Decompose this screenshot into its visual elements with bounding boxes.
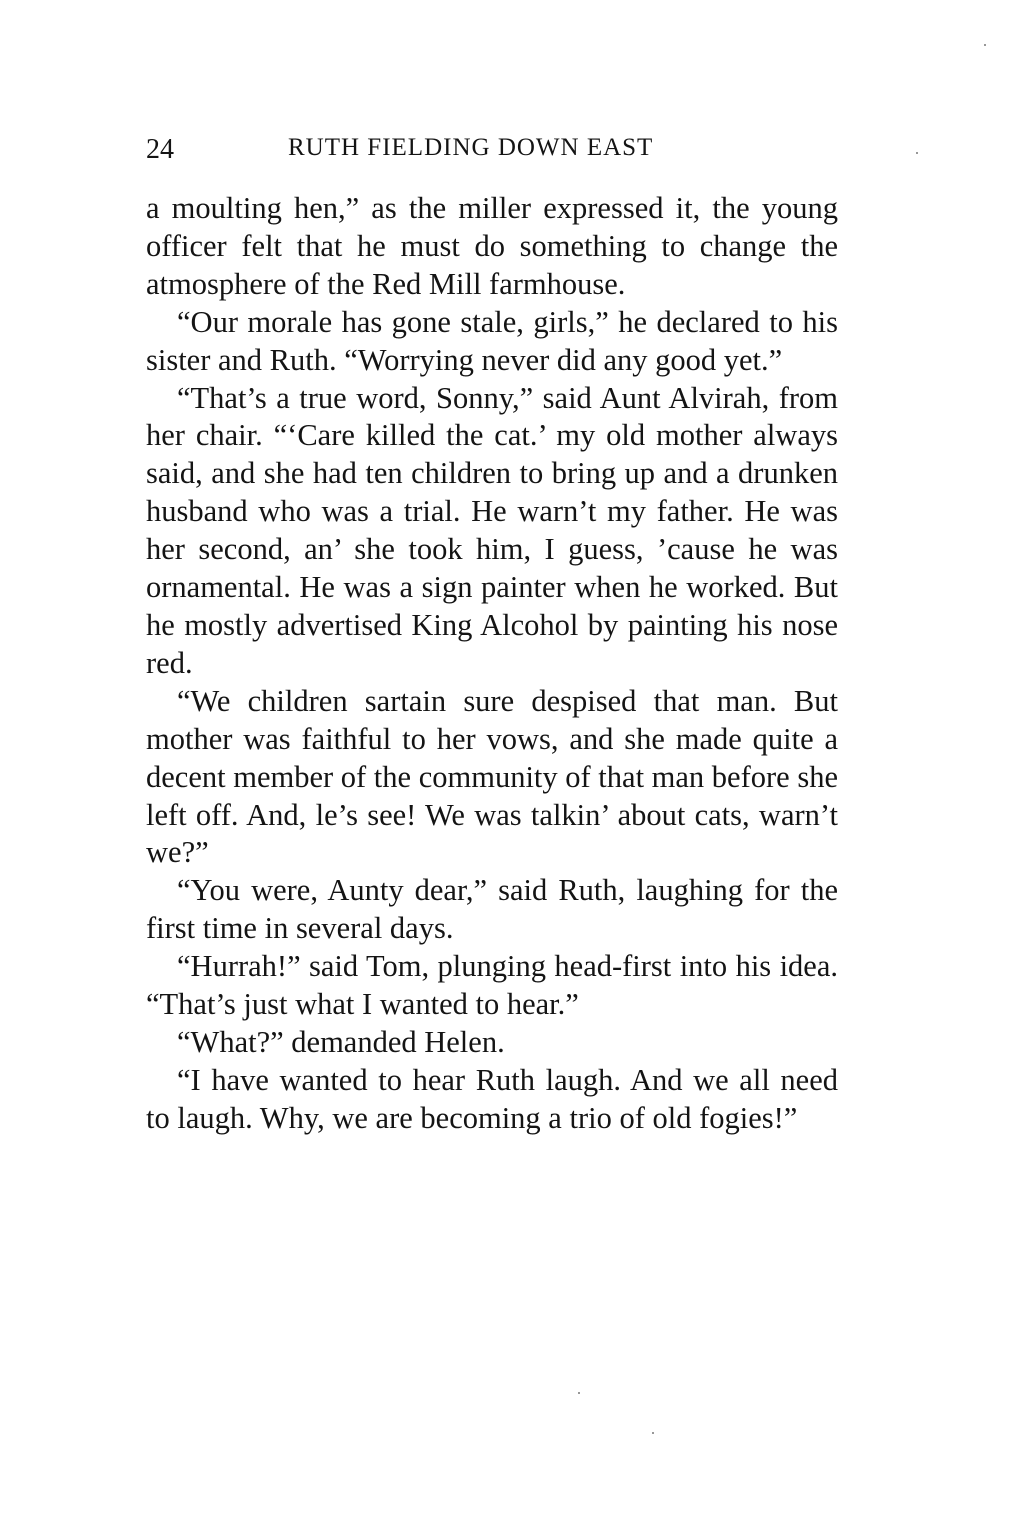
paragraph: “I have wanted to hear Ruth laugh. And we all need to laugh. Why, we are becoming a trio of old fogies!” xyxy=(146,1062,838,1135)
paper-speck xyxy=(984,44,986,46)
page-number: 24 xyxy=(146,134,174,165)
body-text xyxy=(146,190,838,1138)
paragraph: “Hurrah!” said Tom, plunging head-first into his idea. “That’s just what I wanted to hear.” xyxy=(146,949,838,1022)
paragraph: “You were, Aunty dear,” said Ruth, laughing for the first time in several days. xyxy=(146,873,838,946)
paragraph: “Our morale has gone stale, girls,” he declared to his sister and Ruth. “Worrying never did any good yet.” xyxy=(146,304,838,377)
paragraph: “What?” demanded Helen. xyxy=(177,1024,505,1059)
paper-speck xyxy=(578,1392,580,1394)
paper-speck xyxy=(652,1432,654,1434)
paragraph: “That’s a true word, Sonny,” said Aunt Alvirah, from her chair. “‘Care killed the cat.’ my old mother always said, and she had ten children to bring up and a drunken husband who was a trial. He warn’t my father. He was her second, an’ she took him, I guess, ’cause he was ornamental. He was a sign painter when he worked. But he mostly advertised King Alcohol by painting his nose red. xyxy=(146,380,838,680)
paragraph: “We children sartain sure despised that man. But mother was faithful to her vows, and she made quite a decent member of the community of that man before she left off. And, le’s see! We was talkin’ about cats, warn’t we?” xyxy=(146,683,838,870)
paper-speck xyxy=(916,152,918,154)
paragraph-continued: a moulting hen,” as the miller expressed it, the young officer felt that he must do something to change the atmosphere of the Red Mill farmhouse. xyxy=(146,191,838,301)
running-head xyxy=(146,134,846,174)
running-title: RUTH FIELDING DOWN EAST xyxy=(288,134,654,161)
